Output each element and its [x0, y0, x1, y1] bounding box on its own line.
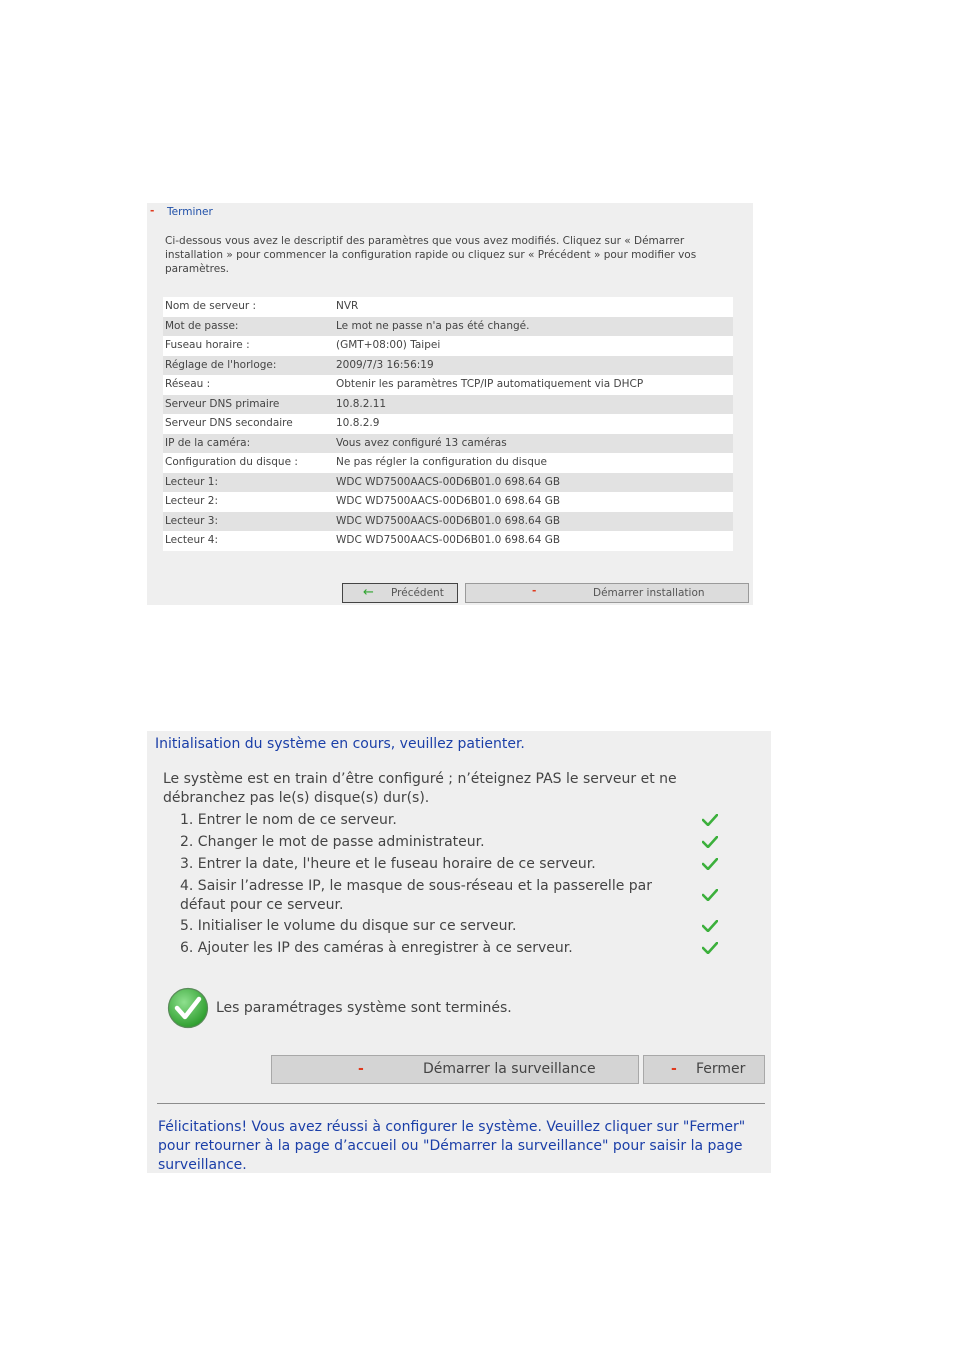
check-icon	[702, 836, 718, 848]
big-check-icon	[167, 987, 209, 1029]
row-label: Réseau :	[165, 378, 211, 390]
start-install-button[interactable]	[465, 583, 749, 603]
init-panel	[147, 731, 771, 1173]
row-value: WDC WD7500AACS-00D6B01.0 698.64 GB	[336, 495, 561, 507]
row-value: 10.8.2.9	[336, 417, 380, 429]
step-text: 6. Ajouter les IP des caméras à enregistrer à ce serveur.	[180, 940, 573, 956]
completion-message: Les paramétrages système sont terminés.	[216, 1000, 512, 1016]
table-row	[163, 473, 733, 493]
section-title: Terminer	[167, 206, 213, 218]
row-label: Serveur DNS secondaire	[165, 417, 293, 429]
start-install-button-label: Démarrer installation	[593, 587, 705, 599]
row-value: 2009/7/3 16:56:19	[336, 358, 434, 371]
dash-icon: -	[671, 1061, 677, 1077]
check-icon	[702, 858, 718, 870]
row-label: Lecteur 3:	[165, 514, 219, 527]
section-header[interactable]	[147, 205, 753, 223]
step-text: 4. Saisir l’adresse IP, le masque de sous-réseau et la passerelle par défaut pour ce serveur.	[180, 878, 652, 913]
table-row	[163, 453, 733, 473]
row-value: (GMT+08:00) Taipei	[336, 339, 441, 351]
check-icon	[702, 920, 718, 932]
row-value: NVR	[336, 300, 359, 312]
row-label: IP de la caméra:	[165, 436, 251, 449]
row-value: Ne pas régler la configuration du disque	[336, 456, 547, 468]
table-row	[163, 414, 733, 434]
list-item	[180, 855, 730, 874]
row-value: Obtenir les paramètres TCP/IP automatiquement via DHCP	[336, 378, 644, 390]
previous-button-label: Précédent	[391, 587, 444, 599]
check-icon	[702, 814, 718, 826]
table-row	[163, 356, 733, 376]
list-item	[180, 833, 730, 852]
row-value: 10.8.2.11	[336, 397, 387, 410]
row-value: WDC WD7500AACS-00D6B01.0 698.64 GB	[336, 534, 561, 546]
table-row	[163, 395, 733, 415]
close-button[interactable]	[643, 1055, 765, 1084]
step-text: 5. Initialiser le volume du disque sur ce serveur.	[180, 918, 517, 934]
row-value: WDC WD7500AACS-00D6B01.0 698.64 GB	[336, 514, 561, 527]
row-label: Serveur DNS primaire	[165, 397, 280, 410]
table-row	[163, 317, 733, 337]
step-text: 3. Entrer la date, l'heure et le fuseau horaire de ce serveur.	[180, 856, 596, 872]
list-item	[180, 877, 730, 915]
summary-description: Ci-dessous vous avez le descriptif des paramètres que vous avez modifiés. Cliquez sur « Démarrer installation » pour commencer la configuration rapide ou cliquez sur « Précédent » pour modifier vos paramètres.	[165, 235, 697, 275]
init-title: Initialisation du système en cours, veuillez patienter.	[155, 736, 525, 752]
dash-icon: -	[358, 1061, 364, 1077]
start-surveillance-label: Démarrer la surveillance	[423, 1061, 596, 1077]
check-icon	[702, 889, 718, 901]
check-icon	[702, 942, 718, 954]
close-button-label: Fermer	[696, 1061, 746, 1077]
divider	[157, 1103, 765, 1104]
collapse-dash-icon[interactable]: -	[150, 205, 155, 217]
row-label: Mot de passe:	[165, 319, 239, 332]
start-surveillance-button[interactable]	[271, 1055, 639, 1084]
summary-panel	[147, 203, 753, 605]
row-label: Configuration du disque :	[165, 456, 298, 468]
row-label: Nom de serveur :	[165, 300, 257, 312]
init-intro: Le système est en train d’être configuré ; n’éteignez PAS le serveur et ne débranchez pas le(s) disque(s) dur(s).	[163, 771, 677, 806]
row-label: Lecteur 4:	[165, 534, 219, 546]
step-text: 2. Changer le mot de passe administrateur.	[180, 834, 485, 850]
list-item	[180, 939, 730, 958]
congratulations-message: Félicitations! Vous avez réussi à configurer le système. Veuillez cliquer sur "Fermer" pour retourner à la page d’accueil ou "Démarrer la surveillance" pour saisir la page surveillance.	[158, 1119, 746, 1173]
row-value: WDC WD7500AACS-00D6B01.0 698.64 GB	[336, 475, 561, 488]
table-row	[163, 531, 733, 551]
list-item	[180, 811, 730, 830]
row-label: Lecteur 2:	[165, 495, 219, 507]
step-text: 1. Entrer le nom de ce serveur.	[180, 812, 397, 828]
row-value: Vous avez configuré 13 caméras	[336, 436, 507, 449]
row-label: Lecteur 1:	[165, 475, 219, 488]
table-row	[163, 434, 733, 454]
table-row	[163, 297, 733, 317]
table-row	[163, 336, 733, 356]
left-arrow-icon: ←	[363, 585, 374, 600]
row-value: Le mot ne passe n'a pas été changé.	[336, 319, 530, 332]
row-label: Réglage de l'horloge:	[165, 358, 277, 371]
row-label: Fuseau horaire :	[165, 339, 250, 351]
summary-table	[163, 297, 733, 551]
table-row	[163, 512, 733, 532]
table-row	[163, 492, 733, 512]
dash-icon: -	[532, 585, 537, 597]
previous-button[interactable]	[342, 583, 458, 603]
completion-status	[167, 987, 567, 1031]
list-item	[180, 917, 730, 936]
table-row	[163, 375, 733, 395]
